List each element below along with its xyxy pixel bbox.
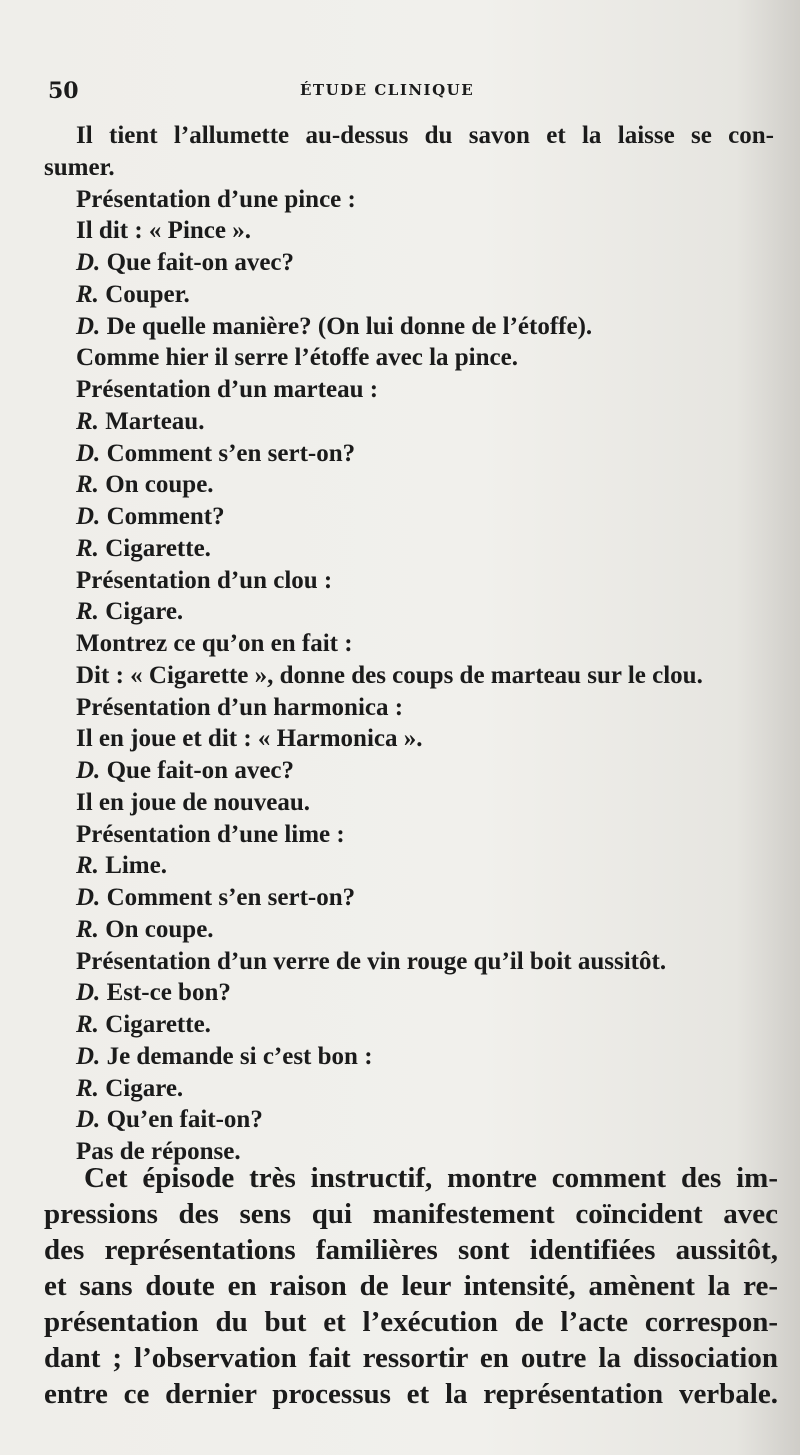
dialogue-line xyxy=(44,469,774,501)
dialogue-text: Cigare. xyxy=(105,598,184,626)
dialogue-text: Cigare. xyxy=(105,1074,184,1102)
dialogue-text: Comme hier il serre l’étoffe avec la pince. xyxy=(76,344,518,372)
paragraph-line: Cet épisode très instructif, montre comment des im- xyxy=(84,1162,778,1194)
dialogue-text: Cigarette. xyxy=(105,534,211,562)
dialogue-text: On coupe. xyxy=(105,471,214,499)
dialogue-line xyxy=(44,755,774,787)
dialogue-line xyxy=(44,596,774,628)
dialogue-text: Qu’en fait-on? xyxy=(106,1106,263,1134)
speaker-label: R. xyxy=(76,598,99,626)
paragraph-line: des représentations familières sont identifiées aussitôt, xyxy=(44,1234,778,1266)
dialogue-line xyxy=(44,692,774,724)
page-number: 50 xyxy=(48,78,79,104)
dialogue-line xyxy=(44,438,774,470)
dialogue-text: On coupe. xyxy=(105,915,214,943)
paragraph-line: et sans doute en raison de leur intensité, amènent la re- xyxy=(44,1270,778,1302)
dialogue-text: Comment? xyxy=(106,503,225,530)
dialogue-line xyxy=(44,882,774,914)
dialogue-line xyxy=(44,1073,774,1105)
dialogue-text: Dit : « Cigarette », donne des coups de marteau sur le clou. xyxy=(76,661,703,689)
dialogue-line xyxy=(44,279,774,311)
dialogue-text: Pas de réponse. xyxy=(76,1138,241,1165)
dialogue-text: Il tient l’allumette au-dessus du savon et la laisse se con- xyxy=(76,122,774,149)
dialogue-line xyxy=(44,152,774,184)
speaker-label: D. xyxy=(76,312,101,340)
dialogue-text: Présentation d’un clou : xyxy=(76,566,333,594)
dialogue-line xyxy=(44,565,774,597)
dialogue-line xyxy=(44,819,774,851)
dialogue-line xyxy=(44,914,774,946)
paragraph-line: présentation du but et l’exécution de l’acte correspon- xyxy=(44,1306,778,1338)
dialogue-text: Je demande si c’est bon : xyxy=(106,1042,373,1070)
dialogue-text: Il en joue et dit : « Harmonica ». xyxy=(76,725,423,753)
dialogue-line xyxy=(44,628,774,660)
dialogue-text: Il dit : « Pince ». xyxy=(76,217,251,245)
dialogue-line xyxy=(44,184,774,216)
dialogue-line xyxy=(44,120,774,152)
dialogue-text: Que fait-on avec? xyxy=(106,249,295,276)
dialogue-text: Que fait-on avec? xyxy=(106,757,295,784)
speaker-label: R. xyxy=(76,534,99,562)
dialogue-line xyxy=(44,311,774,343)
dialogue-line xyxy=(44,501,774,533)
clinical-dialogue xyxy=(44,120,774,1168)
dialogue-text: Marteau. xyxy=(105,407,205,435)
dialogue-line xyxy=(44,1104,774,1136)
paragraph-line: entre ce dernier processus et la représentation verbale. xyxy=(44,1378,778,1410)
speaker-label: D. xyxy=(76,439,101,467)
speaker-label: R. xyxy=(76,1011,99,1038)
dialogue-text: Présentation d’une lime : xyxy=(76,820,345,848)
dialogue-text: sumer. xyxy=(44,153,115,181)
dialogue-line xyxy=(44,946,774,978)
dialogue-text: Il en joue de nouveau. xyxy=(76,788,311,816)
dialogue-text: De quelle manière? (On lui donne de l’étoffe). xyxy=(106,312,593,340)
speaker-label: R. xyxy=(76,1074,99,1102)
conclusion-paragraph xyxy=(44,1160,778,1412)
speaker-label: R. xyxy=(76,915,99,943)
speaker-label: R. xyxy=(76,407,99,435)
speaker-label: D. xyxy=(76,503,101,530)
running-head: ÉTUDE CLINIQUE xyxy=(300,81,475,99)
dialogue-line xyxy=(44,787,774,819)
dialogue-line xyxy=(44,1009,774,1041)
dialogue-text: Comment s’en sert-on? xyxy=(106,884,356,911)
speaker-label: D. xyxy=(76,757,101,784)
dialogue-line xyxy=(44,406,774,438)
dialogue-text: Présentation d’un harmonica : xyxy=(76,693,404,721)
dialogue-line xyxy=(44,247,774,279)
dialogue-line xyxy=(44,215,774,247)
dialogue-line xyxy=(44,977,774,1009)
speaker-label: R. xyxy=(76,471,99,499)
dialogue-text: Présentation d’un marteau : xyxy=(76,376,379,403)
dialogue-line xyxy=(44,850,774,882)
speaker-label: D. xyxy=(76,884,101,911)
speaker-label: R. xyxy=(76,280,99,308)
dialogue-line xyxy=(44,1041,774,1073)
dialogue-text: Est-ce bon? xyxy=(106,979,231,1007)
dialogue-line xyxy=(44,660,774,692)
paragraph-line: dant ; l’observation fait ressortir en outre la dissociation xyxy=(44,1342,778,1374)
dialogue-text: Présentation d’un verre de vin rouge qu’il boit aussitôt. xyxy=(76,947,667,975)
speaker-label: D. xyxy=(76,1042,101,1070)
speaker-label: R. xyxy=(76,852,99,880)
dialogue-line xyxy=(44,723,774,755)
dialogue-text: Couper. xyxy=(105,280,190,308)
dialogue-line xyxy=(44,374,774,406)
dialogue-line xyxy=(44,342,774,374)
dialogue-text: Présentation d’une pince : xyxy=(76,185,356,213)
dialogue-text: Cigarette. xyxy=(105,1011,211,1038)
dialogue-text: Comment s’en sert-on? xyxy=(106,439,356,467)
speaker-label: D. xyxy=(76,979,101,1007)
speaker-label: D. xyxy=(76,249,101,276)
speaker-label: D. xyxy=(76,1106,101,1134)
dialogue-text: Lime. xyxy=(105,852,167,880)
dialogue-line xyxy=(44,533,774,565)
paragraph-line: pressions des sens qui manifestement coïncident avec xyxy=(44,1198,778,1230)
page-header xyxy=(48,78,760,104)
dialogue-text: Montrez ce qu’on en fait : xyxy=(76,630,353,657)
